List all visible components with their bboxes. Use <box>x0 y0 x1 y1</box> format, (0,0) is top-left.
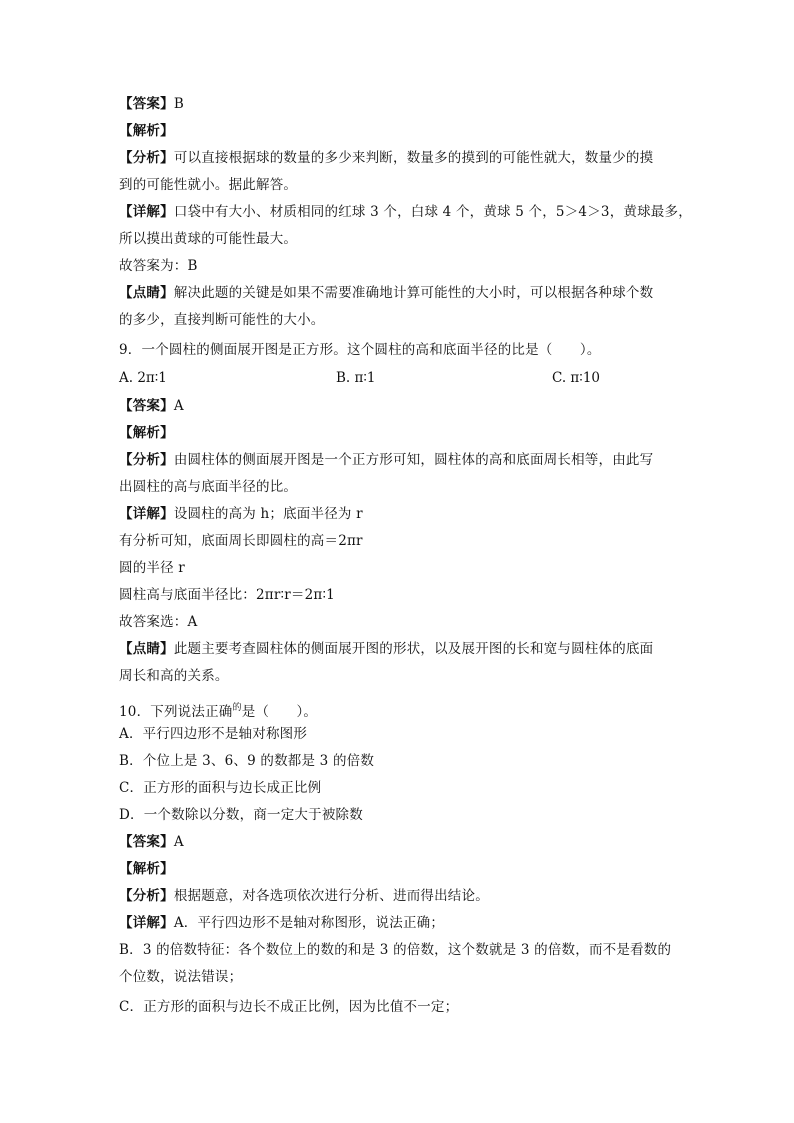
q10-stem-superscript: 的 <box>232 703 242 713</box>
analysis-tag: 【解析】 <box>119 425 174 441</box>
dianjing-text: 此题主要考查圆柱体的侧面展开图的形状，以及展开图的长和宽与圆柱体的底面 <box>173 641 654 657</box>
q10-xiangjie-line-4: C．正方形的面积与边长不成正比例，因为比值不一定； <box>119 999 459 1015</box>
q9-dianjing-line-2: 周长和高的关系。 <box>119 668 229 684</box>
q10-stem-part-2: 是（ ）。 <box>241 704 318 720</box>
answer-value: A <box>173 834 184 850</box>
q9-analysis-tag <box>119 423 174 443</box>
xiangjie-tag: 【详解】 <box>119 506 174 522</box>
fenxi-text: 可以直接根据球的数量的多少来判断，数量多的摸到的可能性就大，数量少的摸 <box>173 150 654 166</box>
q10-stem <box>119 698 317 722</box>
answer-tag: 【答案】 <box>119 834 174 850</box>
q9-stem: 9．一个圆柱的侧面展开图是正方形。这个圆柱的高和底面半径的比是（ ）。 <box>119 342 601 358</box>
q9-xiangjie-line-2: 有分析可知，底面周长即圆柱的高＝2πr <box>119 533 363 549</box>
q8-xiangjie-line-1 <box>119 202 692 222</box>
analysis-tag: 【解析】 <box>119 861 174 877</box>
q8-conclusion: 故答案为：B <box>119 258 198 274</box>
q10-xiangjie-line-2: B．3 的倍数特征：各个数位上的数的和是 3 的倍数，这个数就是 3 的倍数，而不是看数的 <box>119 942 672 958</box>
q9-fenxi-line-1 <box>119 450 653 470</box>
q9-answer-line <box>119 396 184 416</box>
q9-option-a: A. 2π∶1 <box>119 370 167 386</box>
q10-xiangjie-line-3: 个位数，说法错误； <box>119 969 243 985</box>
answer-value: A <box>173 398 184 414</box>
q10-option-a: A．平行四边形不是轴对称图形 <box>119 726 308 742</box>
q8-dianjing-line-1 <box>119 283 653 303</box>
q10-xiangjie-line-1 <box>119 913 444 933</box>
q8-answer-line <box>119 94 184 114</box>
fenxi-tag: 【分析】 <box>119 888 174 904</box>
answer-tag: 【答案】 <box>119 398 174 414</box>
q9-conclusion: 故答案选：A <box>119 614 198 630</box>
analysis-tag: 【解析】 <box>119 123 174 139</box>
answer-tag: 【答案】 <box>119 96 174 112</box>
fenxi-tag: 【分析】 <box>119 150 174 166</box>
q8-fenxi-line-2: 到的可能性就小。据此解答。 <box>119 177 298 193</box>
fenxi-text: 根据题意，对各选项依次进行分析、进而得出结论。 <box>173 888 489 904</box>
q8-dianjing-line-2: 的多少，直接判断可能性的大小。 <box>119 312 325 328</box>
fenxi-tag: 【分析】 <box>119 452 174 468</box>
dianjing-tag: 【点睛】 <box>119 285 174 301</box>
q10-option-d: D．一个数除以分数，商一定大于被除数 <box>119 807 363 823</box>
q9-fenxi-line-2: 出圆柱的高与底面半径的比。 <box>119 479 298 495</box>
q9-option-b: B. π∶1 <box>336 370 376 386</box>
fenxi-text: 由圆柱体的侧面展开图是一个正方形可知，圆柱体的高和底面周长相等，由此写 <box>173 452 654 468</box>
q10-answer-line <box>119 832 184 852</box>
xiangjie-tag: 【详解】 <box>119 915 174 931</box>
q8-xiangjie-line-2: 所以摸出黄球的可能性最大。 <box>119 231 298 247</box>
q9-xiangjie-line-4: 圆柱高与底面半径比：2πr∶r＝2π∶1 <box>119 587 335 603</box>
dianjing-text: 解决此题的关键是如果不需要准确地计算可能性的大小时，可以根据各种球个数 <box>173 285 654 301</box>
xiangjie-text: A．平行四边形不是轴对称图形，说法正确； <box>173 915 445 931</box>
q10-analysis-tag <box>119 859 174 879</box>
xiangjie-text: 口袋中有大小、材质相同的红球 3 个，白球 4 个，黄球 5 个，5＞4＞3，黄球最多， <box>173 204 692 220</box>
q10-option-c: C．正方形的面积与边长成正比例 <box>119 780 322 796</box>
answer-value: B <box>173 96 184 112</box>
q10-fenxi-line-1 <box>119 886 489 906</box>
xiangjie-text: 设圆柱的高为 h；底面半径为 r <box>173 506 363 522</box>
q10-option-b: B．个位上是 3、6、9 的数都是 3 的倍数 <box>119 753 375 769</box>
q9-xiangjie-line-1 <box>119 504 363 524</box>
q10-stem-part-1: 10．下列说法正确 <box>119 704 233 720</box>
q9-option-c: C. π∶10 <box>552 370 600 386</box>
q8-analysis-tag <box>119 121 174 141</box>
xiangjie-tag: 【详解】 <box>119 204 174 220</box>
q9-dianjing-line-1 <box>119 639 653 659</box>
q8-fenxi-line-1 <box>119 148 653 168</box>
dianjing-tag: 【点睛】 <box>119 641 174 657</box>
q9-xiangjie-line-3: 圆的半径 r <box>119 560 185 576</box>
